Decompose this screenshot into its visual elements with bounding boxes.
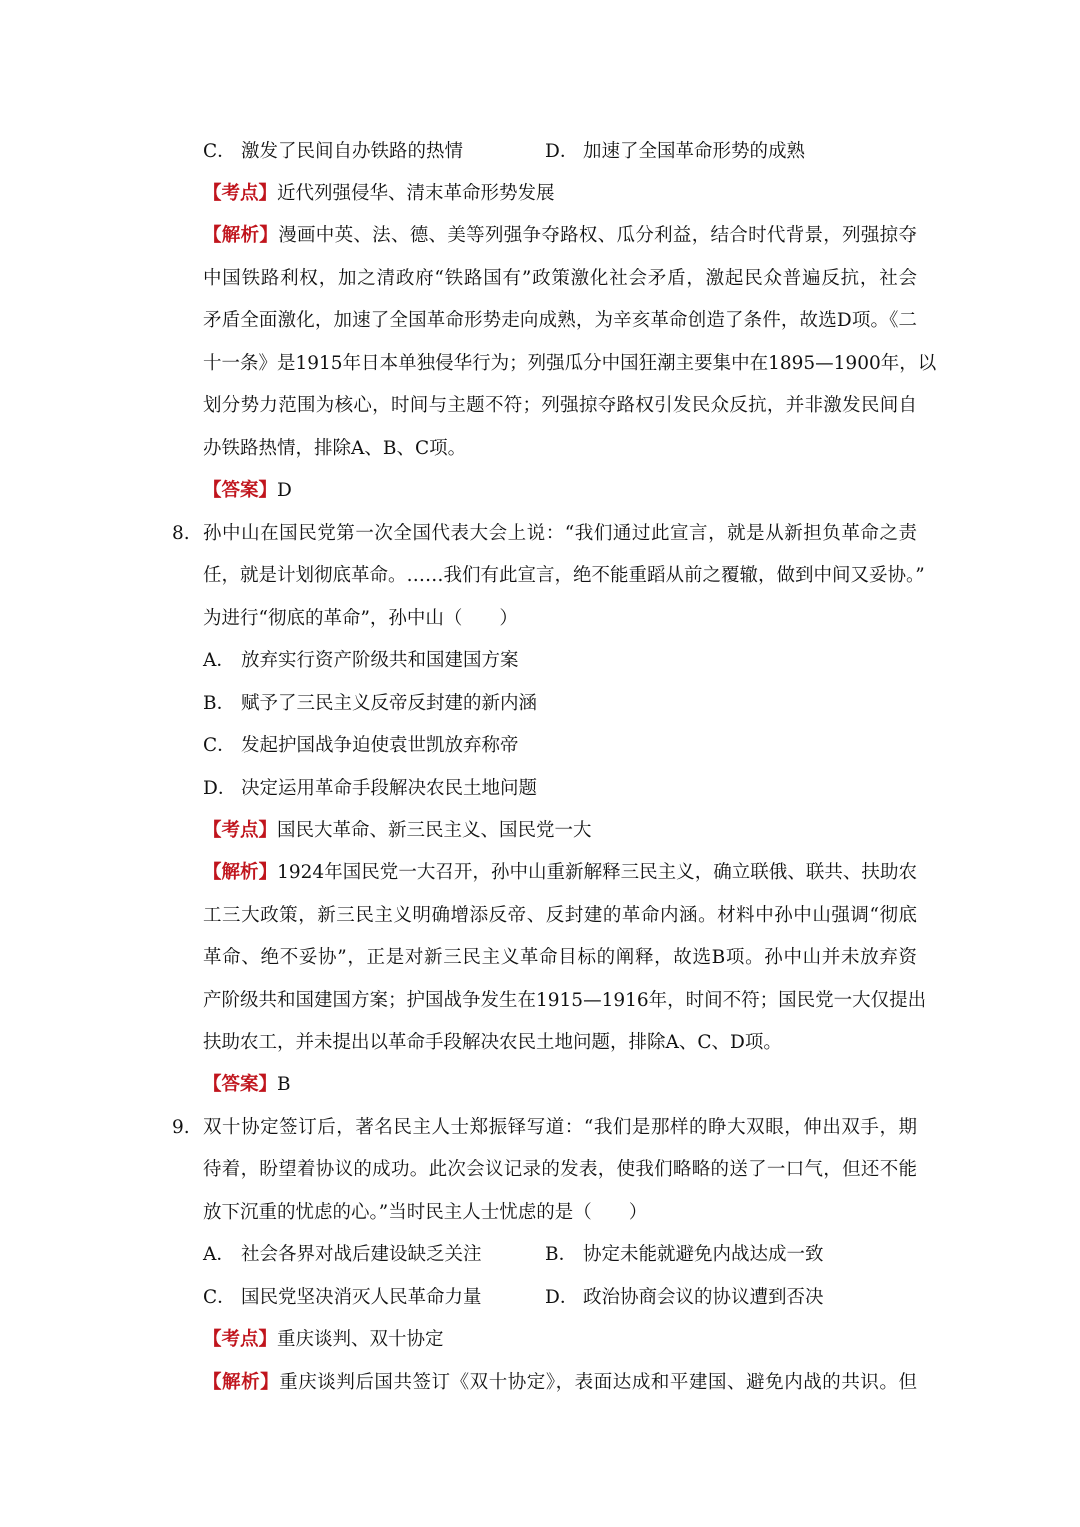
jiexi-text: 漫画中英、法、德、美等列强争夺路权、瓜分利益，结合时代背景，列强掠夺 [278,225,917,246]
option-text: 激发了民间自办铁路的热情 [241,141,464,162]
q8-option-b [203,692,537,716]
kaodian-text: 重庆谈判、双十协定 [277,1329,444,1350]
option-text: 决定运用革命手段解决农民土地问题 [241,778,538,799]
q8-stem-line: 任，就是计划彻底革命。……我们有此宣言，绝不能重蹈从前之覆辙，做到中间又妥协。” [203,565,925,586]
jiexi-tag: 【解析】 [203,225,279,246]
jiexi-tag: 【解析】 [203,1372,280,1393]
q8-option-d [203,777,537,801]
q7-option-c [203,140,463,164]
q8-option-a [203,649,519,673]
option-letter: B． [545,1244,578,1265]
q9-option-c [203,1286,482,1310]
option-text: 发起护国战争迫使袁世凯放弃称帝 [241,735,519,756]
q7-option-d [545,140,805,164]
q8-daan [203,1073,917,1097]
q8-jiexi-line: 革命、绝不妥协”，正是对新三民主义革命目标的阐释，故选B项。孙中山并未放弃资 [203,947,917,968]
q7-kaodian [203,182,917,206]
daan-text: D [277,480,292,501]
q9-stem-line: 放下沉重的忧虑的心。”当时民主人士忧虑的是（ ） [203,1202,648,1223]
q8-stem-line: 为进行“彻底的革命”，孙中山（ ） [203,608,518,629]
kaodian-tag: 【考点】 [203,820,278,841]
q7-jiexi-line: 中国铁路利权，加之清政府“铁路国有”政策激化社会矛盾，激起民众普遍反抗，社会 [203,268,917,289]
option-text: 国民党坚决消灭人民革命力量 [241,1287,482,1308]
kaodian-tag: 【考点】 [203,183,278,204]
option-text: 协定未能就避免内战达成一致 [583,1244,824,1265]
jiexi-text: 1924年国民党一大召开，孙中山重新解释三民主义，确立联俄、联共、扶助农 [277,862,917,883]
jiexi-text: 重庆谈判后国共签订《双十协定》，表面达成和平建国、避免内战的共识。但 [279,1372,917,1393]
q8-jiexi-line: 工三大政策，新三民主义明确增添反帝、反封建的革命内涵。材料中孙中山强调“彻底 [203,905,917,926]
q8-option-c [203,734,519,758]
q7-daan [203,479,917,503]
option-letter: D． [545,1287,579,1308]
option-letter: C． [203,735,236,756]
option-text: 赋予了三民主义反帝反封建的新内涵 [241,693,538,714]
option-letter: A． [203,1244,235,1265]
daan-text: B [277,1074,291,1095]
option-text: 放弃实行资产阶级共和国建国方案 [241,650,519,671]
q8-kaodian [203,819,917,843]
q8-jiexi-line [203,861,917,885]
daan-tag: 【答案】 [203,1074,278,1095]
option-letter: D． [545,141,579,162]
q9-option-b [545,1243,824,1267]
q9-option-a [203,1243,482,1267]
kaodian-tag: 【考点】 [203,1329,278,1350]
q9-jiexi-line [203,1371,917,1395]
q8-jiexi-line: 扶助农工，并未提出以革命手段解决农民土地问题，排除A、C、D项。 [203,1032,782,1053]
q8-stem-line: 孙中山在国民党第一次全国代表大会上说：“我们通过此宣言，就是从新担负革命之责 [203,523,917,544]
kaodian-text: 国民大革命、新三民主义、国民党一大 [277,820,592,841]
option-letter: C． [203,1287,236,1308]
option-letter: C． [203,141,236,162]
q9-kaodian [203,1328,917,1352]
option-letter: D． [203,778,237,799]
option-text: 政治协商会议的协议遭到否决 [583,1287,824,1308]
q7-jiexi-line: 办铁路热情，排除A、B、C项。 [203,438,467,459]
q7-jiexi-line: 十一条》是1915年日本单独侵华行为；列强瓜分中国狂潮主要集中在1895—1900年，以 [203,353,937,374]
daan-tag: 【答案】 [203,480,278,501]
q8-jiexi-line: 产阶级共和国建国方案；护国战争发生在1915—1916年，时间不符；国民党一大仅提出 [203,990,927,1011]
q9-option-d [545,1286,824,1310]
q9-stem-line: 双十协定签订后，著名民主人士郑振铎写道：“我们是那样的睁大双眼，伸出双手，期 [203,1117,917,1138]
q8-number: 8. [172,523,190,544]
q7-jiexi-line [203,224,917,248]
jiexi-tag: 【解析】 [203,862,278,883]
option-letter: A． [203,650,235,671]
q9-stem-line: 待着，盼望着协议的成功。此次会议记录的发表，使我们略略的送了一口气，但还不能 [203,1159,917,1180]
kaodian-text: 近代列强侵华、清末革命形势发展 [277,183,555,204]
q7-jiexi-line: 矛盾全面激化，加速了全国革命形势走向成熟，为辛亥革命创造了条件，故选D项。《二 [203,310,917,331]
option-text: 加速了全国革命形势的成熟 [583,141,806,162]
option-letter: B． [203,693,236,714]
q7-jiexi-line: 划分势力范围为核心，时间与主题不符；列强掠夺路权引发民众反抗，并非激发民间自 [203,395,917,416]
option-text: 社会各界对战后建设缺乏关注 [241,1244,482,1265]
q9-number: 9. [172,1117,190,1138]
